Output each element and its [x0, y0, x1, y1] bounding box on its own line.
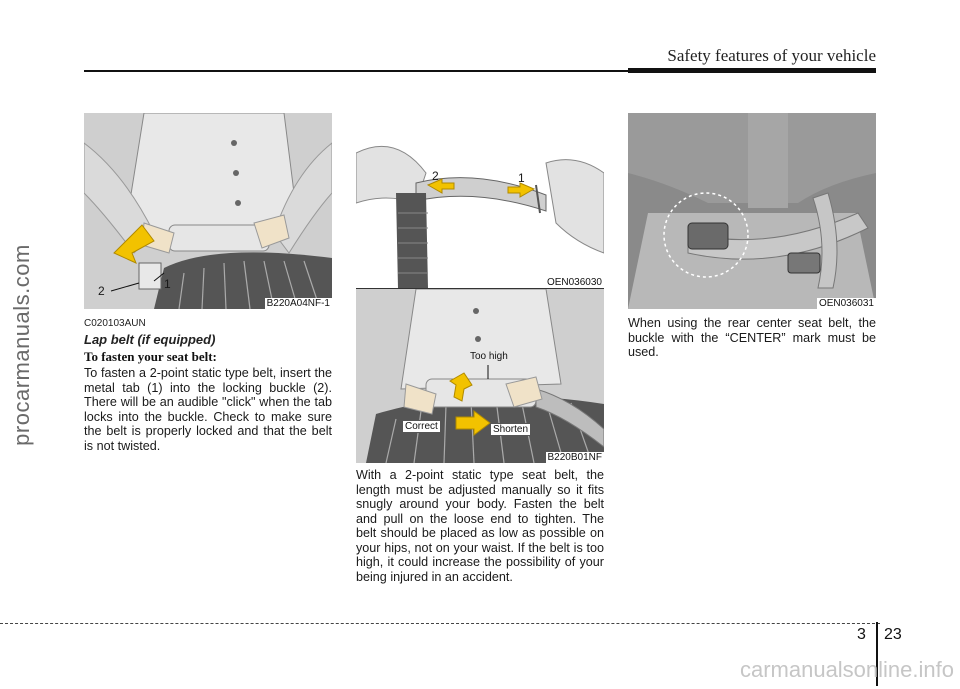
too-high-label: Too high	[470, 351, 508, 362]
header-rule-accent	[628, 68, 876, 73]
center-belt-drawing	[628, 113, 876, 309]
bottom-watermark: carmanualsonline.info	[739, 657, 954, 682]
lap-belt-figure-code: B220A04NF-1	[266, 298, 330, 309]
column-1-text	[84, 366, 332, 453]
belt-adjust-callout-2: 2	[432, 169, 439, 183]
footer-rule	[0, 623, 880, 624]
section-code: C020103AUN	[84, 318, 146, 329]
belt-position-figure-code: B220B01NF	[547, 452, 602, 463]
belt-position-illustration	[356, 289, 604, 463]
lap-belt-illustration	[84, 113, 332, 309]
shorten-label: Shorten	[490, 423, 531, 436]
section-title: Lap belt (if equipped)	[84, 332, 216, 347]
column-3-text	[628, 316, 876, 360]
column-3-body: When using the rear center seat belt, the buckle with the “CENTER” mark must be used.	[628, 316, 876, 359]
column-2-text	[356, 468, 604, 584]
center-belt-illustration	[628, 113, 876, 309]
column-2-body: With a 2-point static type seat belt, the length must be adjusted manually so it fits snugly around your body. Fasten the belt and pull on the loose end to tighten. The belt should be placed as low as possible on your hips, not on your waist. If the belt is too high, it could increase the possibility of your being injured in an accident.	[356, 468, 604, 584]
correct-label: Correct	[402, 420, 441, 433]
belt-adjust-figure-code: OEN036030	[546, 277, 602, 288]
side-watermark	[2, 0, 42, 689]
column-1-body: To fasten a 2-point static type belt, insert the metal tab (1) into the locking buckle (2). There will be an audible "click" when the tab locks into the buckle. Check to make sure the belt is properly locked and that the belt is not twisted.	[84, 366, 332, 453]
belt-adjust-illustration	[356, 113, 604, 288]
belt-adjust-drawing	[356, 113, 604, 288]
side-watermark-text: procarmanuals.com	[9, 243, 34, 446]
lap-belt-drawing	[84, 113, 332, 309]
page-number: 23	[884, 626, 902, 643]
center-belt-figure-code: OEN036031	[818, 298, 874, 309]
lap-belt-callout-1: 1	[164, 277, 171, 291]
header-title: Safety features of your vehicle	[667, 46, 876, 65]
section-number: 3	[857, 626, 866, 643]
subsection-title: To fasten your seat belt:	[84, 349, 217, 364]
belt-adjust-callout-1: 1	[518, 171, 525, 185]
belt-position-drawing	[356, 289, 604, 463]
lap-belt-callout-2: 2	[98, 284, 105, 298]
